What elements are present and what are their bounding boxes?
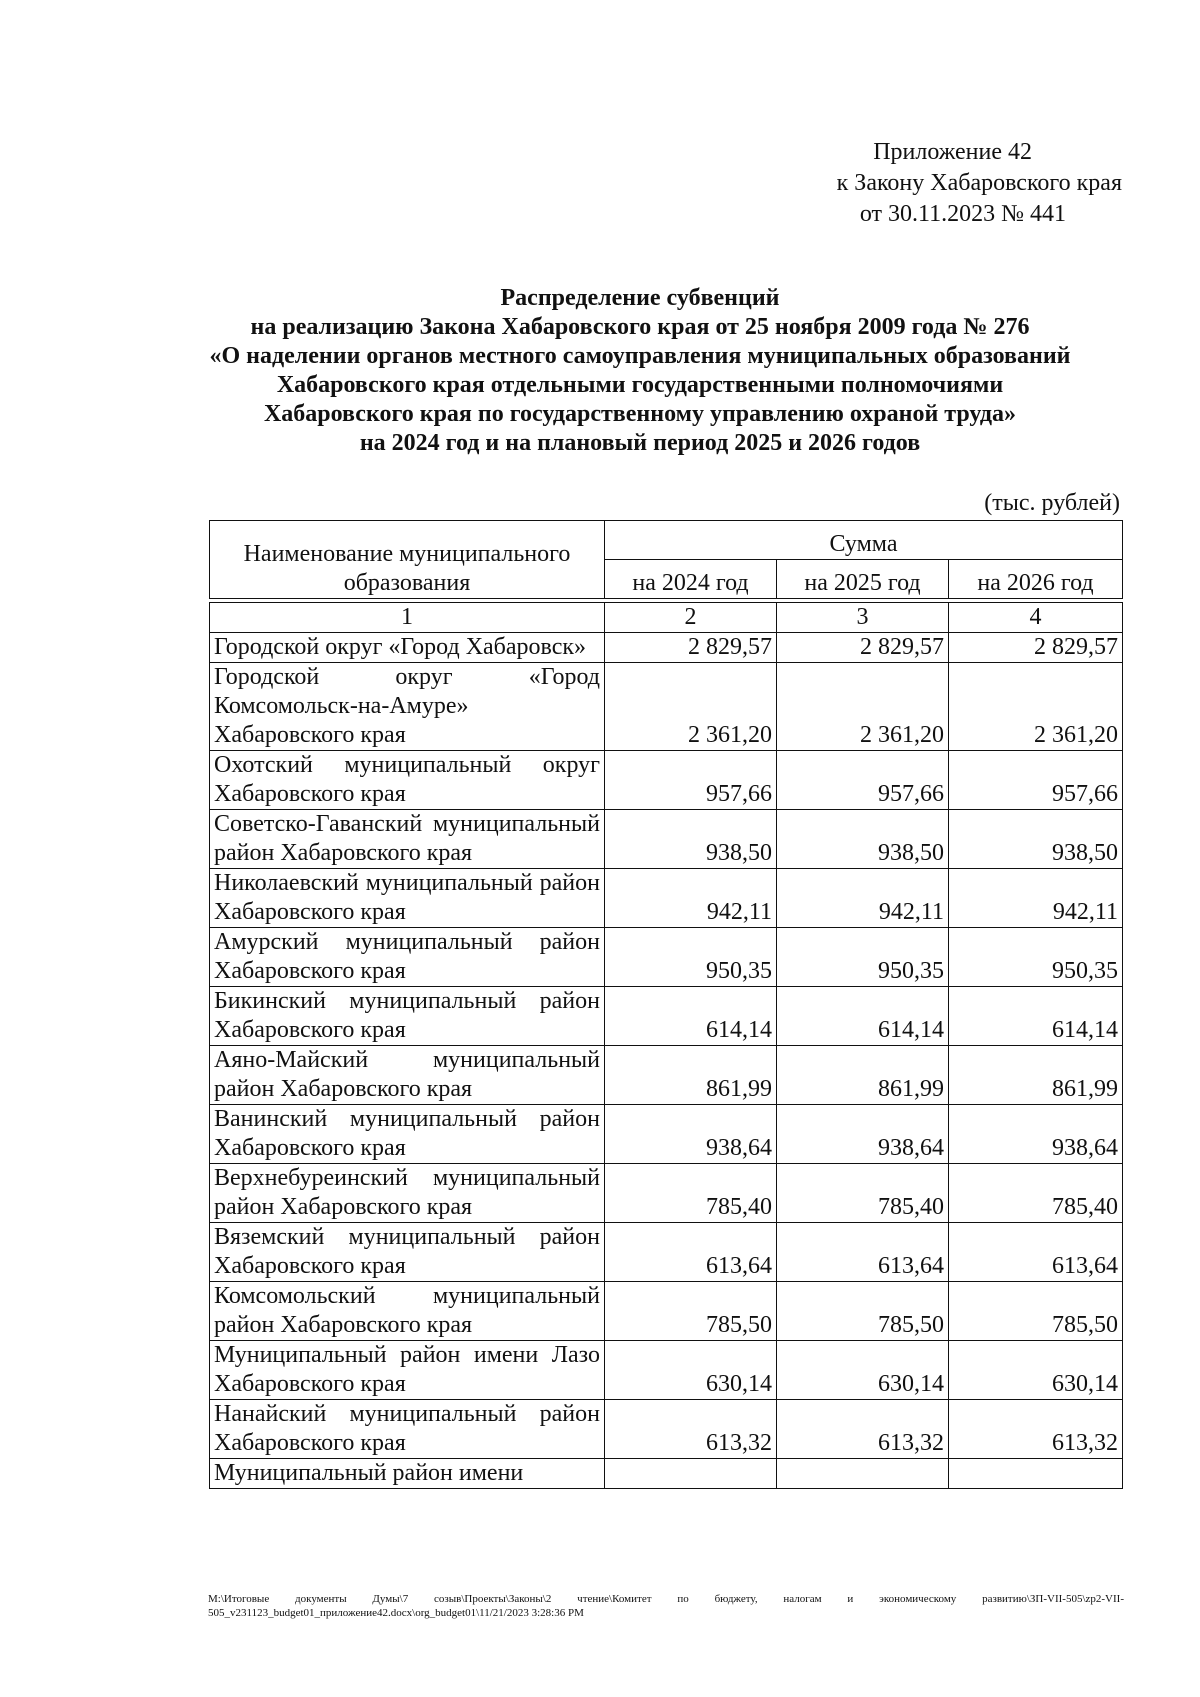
value-2025: 2 829,57 [777,633,949,663]
value-2025: 785,50 [777,1282,949,1341]
value-2026: 950,35 [949,928,1123,987]
file-path-footer: M:\Итоговые документы Думы\7 созыв\Проекты\Законы\2 чтение\Комитет по бюджету, налогам и экономическому развитию\ЗП-VII-505\zp2-VII-505_v231123_budget01_приложение42.docx\org_budget01\11/21/2023 3:28:36 PM [208,1593,1124,1619]
header-name: Наименование муниципального образования [210,521,605,599]
subvention-table [209,520,1123,1489]
value-2026: 614,14 [949,987,1123,1046]
value-2026: 2 829,57 [949,633,1123,663]
value-2025: 942,11 [777,869,949,928]
value-2026: 630,14 [949,1341,1123,1400]
title-line-2: на реализацию Закона Хабаровского края от 25 ноября 2009 года № 276 [250,314,1030,340]
municipality-name: Городской округ «Город Комсомольск-на-Амуре» Хабаровского края [210,663,605,751]
municipality-name: Николаевский муниципальный район Хабаровского края [210,869,605,928]
value-2024: 942,11 [605,869,777,928]
annex-number: Приложение 42 [873,139,1032,165]
table-row [210,1164,1123,1223]
value-2024: 785,50 [605,1282,777,1341]
value-2025: 2 361,20 [777,663,949,751]
annex-date: от 30.11.2023 № 441 [859,201,1066,227]
value-2026: 785,40 [949,1164,1123,1223]
value-2025: 614,14 [777,987,949,1046]
annex-law: к Закону Хабаровского края [836,170,1122,196]
header-2024: на 2024 год [605,560,777,599]
header-sum: Сумма [605,521,1123,560]
value-2026: 938,50 [949,810,1123,869]
municipality-name: Вяземский муниципальный район Хабаровского края [210,1223,605,1282]
title-line-4: Хабаровского края отдельными государственными полномочиями [276,372,1004,398]
value-2025: 630,14 [777,1341,949,1400]
value-2025 [777,1459,949,1489]
table-row [210,663,1123,751]
title-line-1: Распределение субвенций [500,285,780,311]
value-2025: 938,64 [777,1105,949,1164]
table-row [210,1105,1123,1164]
value-2026: 785,50 [949,1282,1123,1341]
title-line-6: на 2024 год и на плановый период 2025 и 2026 годов [359,430,921,456]
document-title [140,284,1140,458]
value-2026: 942,11 [949,869,1123,928]
table-row [210,1400,1123,1459]
units-label: (тыс. рублей) [984,490,1120,516]
value-2025: 861,99 [777,1046,949,1105]
municipality-name: Бикинский муниципальный район Хабаровского края [210,987,605,1046]
municipality-name: Аяно-Майский муниципальный район Хабаровского края [210,1046,605,1105]
table-row [210,1046,1123,1105]
header-2026: на 2026 год [949,560,1123,599]
table-row [210,810,1123,869]
value-2025: 957,66 [777,751,949,810]
municipality-name: Муниципальный район имени [210,1459,605,1489]
value-2026: 957,66 [949,751,1123,810]
value-2026: 938,64 [949,1105,1123,1164]
value-2024: 938,64 [605,1105,777,1164]
annex-block [837,137,1122,230]
value-2026 [949,1459,1123,1489]
table-row [210,1282,1123,1341]
value-2025: 613,64 [777,1223,949,1282]
value-2025: 785,40 [777,1164,949,1223]
value-2026: 2 361,20 [949,663,1123,751]
municipality-name: Ванинский муниципальный район Хабаровского края [210,1105,605,1164]
municipality-name: Верхнебуреинский муниципальный район Хабаровского края [210,1164,605,1223]
column-number-4: 4 [949,603,1123,633]
title-line-5: Хабаровского края по государственному управлению охраной труда» [263,401,1017,427]
value-2024: 2 361,20 [605,663,777,751]
table-row [210,633,1123,663]
value-2024: 613,32 [605,1400,777,1459]
value-2024: 785,40 [605,1164,777,1223]
value-2026: 613,64 [949,1223,1123,1282]
value-2024: 613,64 [605,1223,777,1282]
table-row [210,869,1123,928]
table-row [210,928,1123,987]
value-2025: 950,35 [777,928,949,987]
column-number-1: 1 [210,603,605,633]
value-2024: 2 829,57 [605,633,777,663]
table-row [210,1223,1123,1282]
municipality-name: Охотский муниципальный округ Хабаровского края [210,751,605,810]
value-2024 [605,1459,777,1489]
municipality-name: Муниципальный район имени Лазо Хабаровского края [210,1341,605,1400]
municipality-name: Нанайский муниципальный район Хабаровского края [210,1400,605,1459]
value-2024: 957,66 [605,751,777,810]
value-2026: 613,32 [949,1400,1123,1459]
column-number-2: 2 [605,603,777,633]
value-2024: 950,35 [605,928,777,987]
table-body [210,633,1123,1489]
value-2026: 861,99 [949,1046,1123,1105]
municipality-name: Амурский муниципальный район Хабаровского края [210,928,605,987]
value-2024: 938,50 [605,810,777,869]
header-2025: на 2025 год [777,560,949,599]
value-2024: 614,14 [605,987,777,1046]
title-line-3: «О наделении органов местного самоуправления муниципальных образований [209,343,1071,369]
municipality-name: Городской округ «Город Хабаровск» [210,633,605,663]
value-2025: 938,50 [777,810,949,869]
municipality-name: Советско-Гаванский муниципальный район Хабаровского края [210,810,605,869]
value-2024: 630,14 [605,1341,777,1400]
table-row [210,987,1123,1046]
table-row [210,1459,1123,1489]
table-row [210,1341,1123,1400]
table-row [210,751,1123,810]
value-2025: 613,32 [777,1400,949,1459]
value-2024: 861,99 [605,1046,777,1105]
column-number-3: 3 [777,603,949,633]
municipality-name: Комсомольский муниципальный район Хабаровского края [210,1282,605,1341]
